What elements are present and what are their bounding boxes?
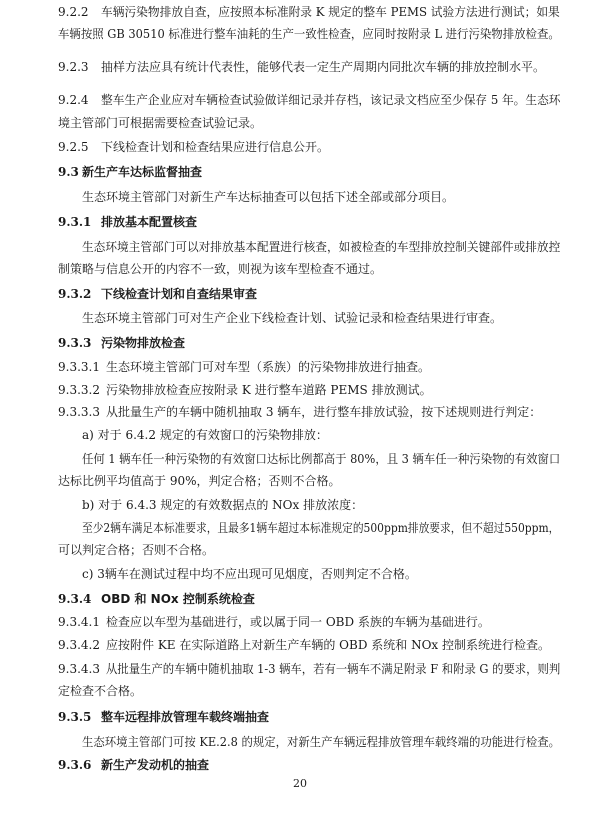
section-title: 下线检查计划和自查结果审查 xyxy=(101,287,258,301)
clause-text: 检查应以车型为基础进行，或以属于同一 OBD 系族的车辆为基础进行。 xyxy=(106,615,490,629)
section-number: 9.3.2 xyxy=(58,287,92,301)
clause-number: 9.2.3 xyxy=(58,60,89,74)
section-number: 9.3.4 xyxy=(58,592,92,606)
clause-number: 9.3.4.3 xyxy=(58,662,100,676)
clause-number: 9.2.5 xyxy=(58,140,89,154)
clause-text: 抽样方法应具有统计代表性，能够代表一定生产周期内同批次车辆的排放控制水平。 xyxy=(101,60,546,74)
clause-text: 生态环境主管部门可对车型（系族）的污染物排放进行抽查。 xyxy=(106,360,431,374)
clause-number: 9.3.4.2 xyxy=(58,638,100,652)
clause-text: 污染物排放检查应按附录 K 进行整车道路 PEMS 排放测试。 xyxy=(106,383,432,397)
section-number: 9.3.3 xyxy=(58,336,92,350)
rule-text: a) 对于 6.4.2 规定的有效窗口的污染物排放： xyxy=(82,428,328,442)
rule-text: b) 对于 6.4.3 规定的有效数据点的 NOx 排放浓度： xyxy=(82,498,364,512)
clause-number: 9.2.2 xyxy=(58,5,89,19)
page-number: 20 xyxy=(293,777,307,790)
section-title: 污染物排放检查 xyxy=(101,336,186,350)
clause-text: 从批量生产的车辆中随机抽取 3 辆车，进行整车排放试验，按下述规则进行判定： xyxy=(106,405,542,419)
paragraph-text: 生态环境主管部门可以对排放基本配置进行核查，如被检查的车型排放控制关键部件或排放控 xyxy=(82,240,561,254)
section-title: 排放基本配置核查 xyxy=(101,215,198,229)
paragraph-text: 制策略与信息公开的内容不一致，则视为该车型检查不通过。 xyxy=(58,262,383,276)
clause-text: 从批量生产的车辆中随机抽取 1-3 辆车，若有一辆车不满足附录 F 和附录 G 的要求，则判 xyxy=(106,662,561,676)
section-number: 9.3.6 xyxy=(58,758,92,772)
section-title: 新生产发动机的抽查 xyxy=(101,758,210,772)
clause-number: 9.3.3.1 xyxy=(58,360,100,374)
paragraph-text: 生态环境主管部门可按 KE.2.8 的规定，对新生产车辆远程排放管理车载终端的功能进行检查。 xyxy=(82,735,561,749)
rule-text: 可以判定合格；否则不合格。 xyxy=(58,543,215,557)
rule-text: 至少2辆车满足本标准要求，且最多1辆车超过本标准规定的500ppm排放要求，但不超过550ppm， xyxy=(82,521,560,535)
clause-number: 9.3.3.2 xyxy=(58,383,100,397)
section-title: 整车远程排放管理车载终端抽查 xyxy=(101,710,270,724)
clause-number: 9.2.4 xyxy=(58,93,89,107)
section-title: OBD 和 NOx 控制系统检查 xyxy=(101,592,255,606)
clause-number: 9.3.4.1 xyxy=(58,615,100,629)
rule-text: 达标比例平均值高于 90%，判定合格；否则不合格。 xyxy=(58,474,341,488)
clause-text: 定检查不合格。 xyxy=(58,684,143,698)
section-number: 9.3.5 xyxy=(58,710,92,724)
section-number: 9.3 xyxy=(58,165,79,179)
clause-text: 应按附件 KE 在实际道路上对新生产车辆的 OBD 系统和 NOx 控制系统进行检查。 xyxy=(106,638,550,652)
clause-text: 车辆污染物排放自查，应按照本标准附录 K 规定的整车 PEMS 试验方法进行测试；如果 xyxy=(101,5,560,19)
clause-text: 整车生产企业应对车辆检查试验做详细记录并存档，该记录文档应至少保存 5 年。生态环 xyxy=(101,93,561,107)
section-title: 新生产车达标监督抽查 xyxy=(82,165,203,179)
rule-text: c) 3辆车在测试过程中均不应出现可见烟度，否则判定不合格。 xyxy=(82,567,417,581)
section-number: 9.3.1 xyxy=(58,215,92,229)
clause-text: 车辆按照 GB 30510 标准进行整车油耗的生产一致性检查，应同时按附录 L 进行污染物排放检查。 xyxy=(58,27,560,41)
clause-text: 境主管部门可根据需要检查试验记录。 xyxy=(58,116,263,130)
rule-text: 任何 1 辆车任一种污染物的有效窗口达标比例都高于 80%，且 3 辆车任一种污染物的有效窗口 xyxy=(82,452,561,466)
clause-number: 9.3.3.3 xyxy=(58,405,100,419)
clause-text: 下线检查计划和检查结果应进行信息公开。 xyxy=(101,140,330,154)
paragraph-text: 生态环境主管部门对新生产车达标抽查可以包括下述全部或部分项目。 xyxy=(82,190,455,204)
paragraph-text: 生态环境主管部门可对生产企业下线检查计划、试验记录和检查结果进行审查。 xyxy=(82,311,503,325)
